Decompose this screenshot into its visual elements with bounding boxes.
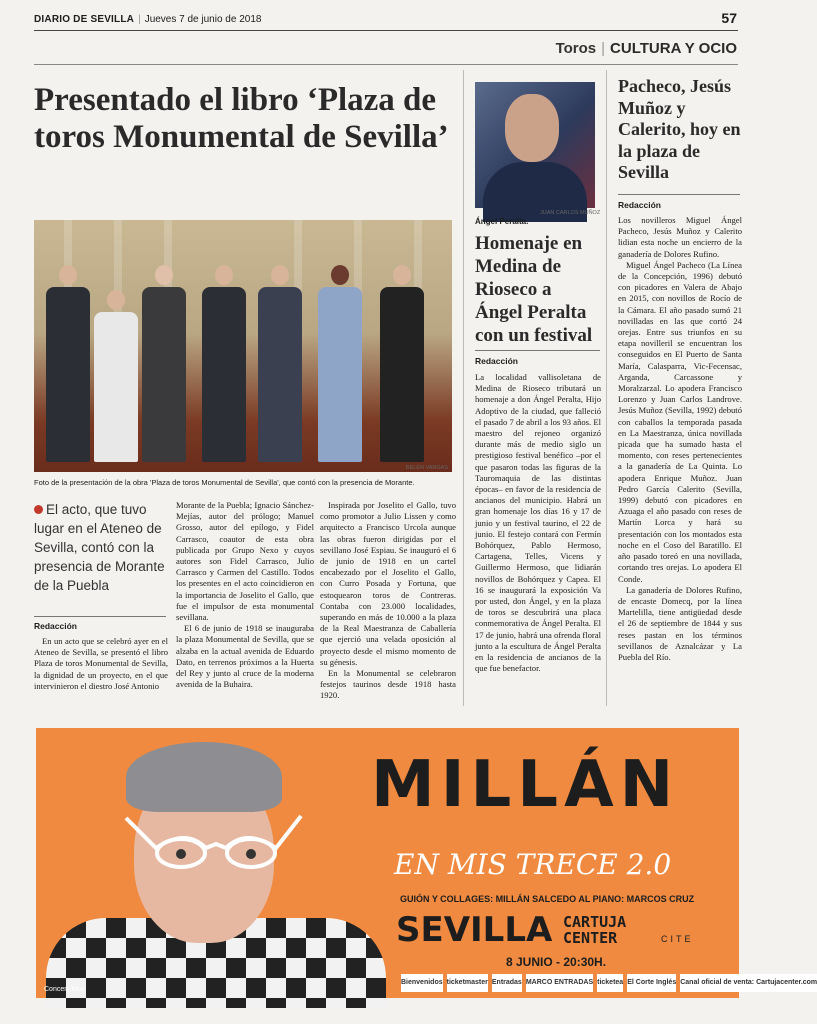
ad-portrait <box>106 738 306 978</box>
page-number: 57 <box>721 10 737 26</box>
main-photo-caption: Foto de la presentación de la obra 'Plaza de toros Monumental de Sevilla', que contó con la presencia de Morante. <box>34 478 415 487</box>
ad-date: 8 JUNIO - 20:30H. <box>506 955 607 969</box>
byline-rule <box>34 616 166 617</box>
main-photo-credit: BELÉN VARGAS <box>405 465 448 471</box>
ad-subtitle: EN MIS TRECE 2.0 <box>394 848 672 881</box>
main-column-1: En un acto que se celebró ayer en el Ateneo de Sevilla, se presentó el libro Plaza de toros Monumental de Sevilla, la dignidad de un proyecto, en el que intervinieron el diestro José Antonio <box>34 636 168 691</box>
ad-venue: CARTUJA CENTER <box>563 913 627 947</box>
peralta-photo-caption: Ángel Peralta. <box>475 217 529 226</box>
right-byline-rule <box>618 194 740 195</box>
masthead: DIARIO DE SEVILLA | Jueves 7 de junio de 2018 <box>34 14 262 25</box>
bullet-icon <box>34 505 43 514</box>
right-byline: Redacción <box>618 200 661 210</box>
column-divider-right <box>606 70 607 706</box>
lead-paragraph: El acto, que tuvo lugar en el Ateneo de Sevilla, contó con la presencia de Morante de la Puebla <box>34 502 165 593</box>
section-divider <box>34 64 738 65</box>
section-sub: CULTURA Y OCIO <box>610 40 737 57</box>
ad-title: MILLÁN <box>371 748 680 822</box>
main-column-2: Morante de la Puebla; Ignacio Sánchez-Mejías, autor del prólogo; Manuel Grosso, autor del epílogo, y Fidel Carrasco, coautor de esta obra publicada por Grupo Nexo y cuyos autores son Fidel Carrasco, Julio Carrasco y Carmen del Castillo. Todos los presentes en el acto coincidieron en la importancia de Joselito el Gallo, que fue el impulsor de esta monumental sevillana. El 6 de junio de 1918 se inauguraba la plaza Monumental de Sevilla, que se alzaba en la actual avenida de Eduardo Dato, en terrenos próximos a la Huerta del Rey y junto al cruce de la moderna avenida de la Buhaira. <box>176 500 314 690</box>
paper-name: DIARIO DE SEVILLA <box>34 14 135 25</box>
sponsor-logo: MARCO ENTRADAS <box>526 974 593 992</box>
ad-city: SEVILLA <box>396 910 553 950</box>
sponsor-logo: El Corte Inglés <box>627 974 676 992</box>
sponsor-logo: ticketmaster <box>447 974 488 992</box>
main-byline: Redacción <box>34 621 77 631</box>
column-divider-left <box>463 70 464 706</box>
ad-venue-tag: CITE <box>661 934 694 944</box>
section-label: Toros | CULTURA Y OCIO <box>555 40 737 57</box>
peralta-photo-credit: JUAN CARLOS MUÑOZ <box>540 210 601 216</box>
main-photo <box>34 220 452 472</box>
middle-byline: Redacción <box>475 356 518 366</box>
right-body: Los novilleros Miguel Ángel Pacheco, Jesús Muñoz y Calerito lidian esta noche un encierro de la ganadería de Dolores Rufino. Miguel Ángel Pacheco (La Línea de la Concepción, 1996) debutó con picadores en Valera de Abajo en 2015, con novillos de Rocío de la Cámara. El año pasado sumó 21 novilladas en las que cortó 24 orejas. Entre sus triunfos en su etapa novilleril se encuentran los conseguidos en El Puerto de Santa María, Calasparra, Vic-Fecensac, Arganda, Carcassone y Moralzarzal. Lo apodera Francisco Lorenzo y Juan Carlos Landrove. Jesús Muñoz (Sevilla, 1992) debutó con caballos la temporada pasada en La Maestranza, única novillada picada que ha sumado hasta el momento, con reses pertenecientes a la ganadería de La Quinta. Lo apodera Enrique Muñoz. Juan Pedro García Calerito (Sevilla, 1999) debutó con picadores en Azuaga el año pasado con reses de Martín Lorca y hará su presentación con los montados esta noche en el Coso del Baratillo. El año pasado toreó en una novillada, cortando tres orejas. Lo apodera El Conde. La ganadería de Dolores Rufino, de encaste Domecq, por la línea Martelilla, tiene antigüedad desde el 26 de septiembre de 1844 y sus reses pastan en los términos sevillanos de Aznalcázar y La Puebla del Río. <box>618 215 742 662</box>
advertisement <box>36 728 817 998</box>
peralta-photo <box>475 82 595 208</box>
sponsor-logo: Canal oficial de venta: Cartujacenter.com <box>680 974 817 992</box>
middle-byline-rule <box>475 350 600 351</box>
issue-date: Jueves 7 de junio de 2018 <box>144 14 262 25</box>
section-main: Toros <box>555 40 597 57</box>
main-headline: Presentado el libro ‘Plaza de toros Monumental de Sevilla’ <box>34 82 449 155</box>
top-divider <box>34 30 738 31</box>
ad-tour-label: Concert Tour <box>44 986 84 993</box>
ad-credits: GUIÓN Y COLLAGES: MILLÁN SALCEDO AL PIANO: MARCOS CRUZ <box>400 894 695 904</box>
sponsor-logo: ticketea <box>597 974 623 992</box>
middle-body: La localidad vallisoletana de Medina de Rioseco tributará un homenaje a don Ángel Peralta, Hijo Adoptivo de la ciudad, que falleció el pasado 7 de abril a los 93 años. El maestro del rejoneo organizó durante más de medio siglo un prestigioso festival benéfico –por el que pasaron todas las figuras de la Tauromaquia de las distintas épocas– en favor de la residencia de ancianos del municipio. Habrá un gran homenaje los días 16 y 17 de junio y un festival taurino, el 22 de junio. El festejo contará con Fermín Bohórquez, Pablo Hermoso, Cartagena, Telles, Vicens y Guillermo Hermoso, que lidiarán novillos de Bohórquez y Capea. El 16 se inaugurará la exposición Va por usted, don Ángel, y en la plaza de toros se descubrirá una placa conmemorativa de Ángel Peralta. El 17 de junio, habrá una ofrenda floral junto a la escultura de Ángel Peralta en la residencia de ancianos de la que fue benefactor. <box>475 372 601 674</box>
right-headline: Pacheco, Jesús Muñoz y Calerito, hoy en la plaza de Sevilla <box>618 76 741 182</box>
ad-sponsor-logos <box>401 974 817 992</box>
sponsor-logo: Entradas <box>492 974 522 992</box>
middle-headline: Homenaje en Medina de Rioseco a Ángel Peralta con un festival <box>475 233 593 346</box>
sponsor-logo: Bienvenidos <box>401 974 443 992</box>
main-column-3: Inspirada por Joselito el Gallo, tuvo como promotor a Julio Lissen y como arquitecto a Francisco Urcola aunque las obras fueron dirigidas por el sevillano José Espiau. Se inauguró el 6 de junio de 1918 en un cartel encabezado por el Joselito el Gallo, con Curro Posada y Fortuna, que estoquearon toros de Contreras. Contaba con 23.000 localidades, superando en más de 10.000 a la plaza de la Real Maestranza de Caballería que ejerció una velada oposición al proyecto desde el mismo momento de su génesis. En la Monumental se celebraron festejos taurinos desde 1918 hasta 1920. <box>320 500 456 701</box>
